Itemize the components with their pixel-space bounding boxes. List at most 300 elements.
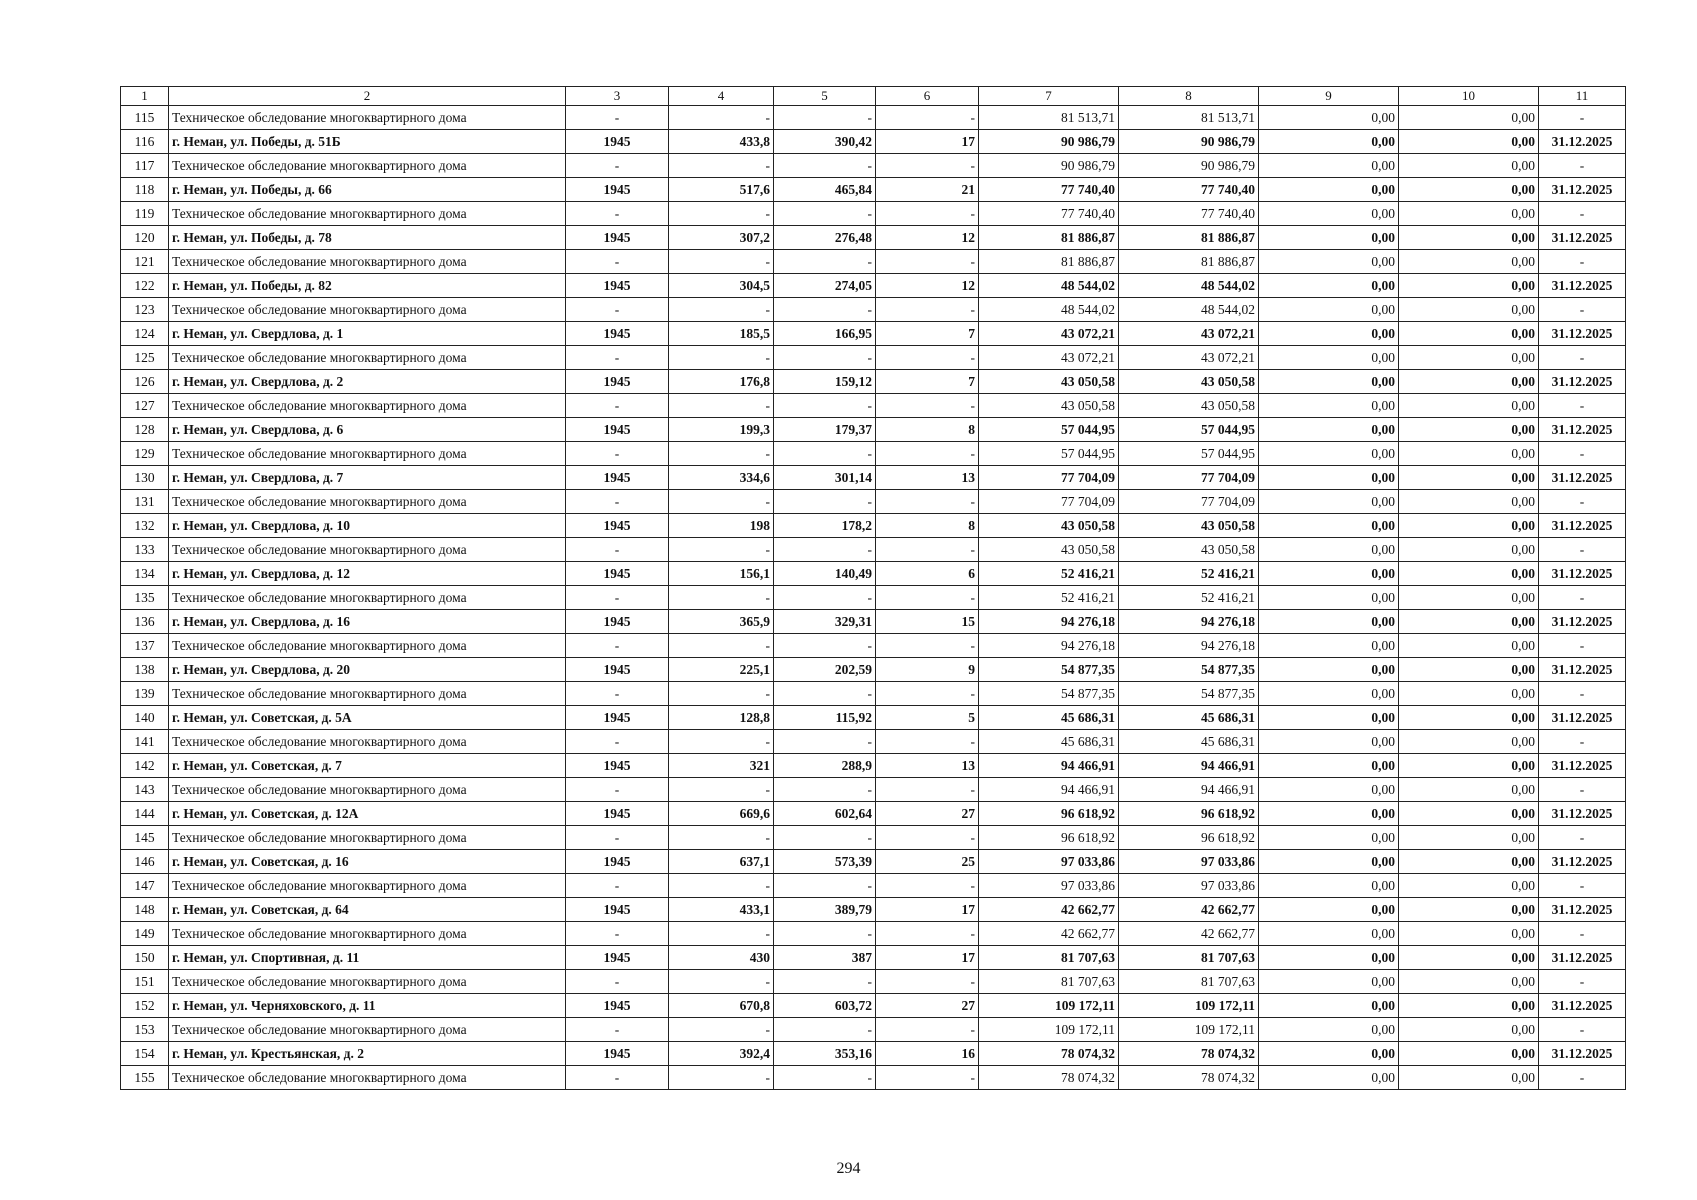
- cost-regional-cell: 54 877,35: [1119, 658, 1259, 682]
- build-year-cell: -: [566, 1066, 669, 1090]
- description-cell: г. Неман, ул. Победы, д. 82: [169, 274, 566, 298]
- residents-cell: -: [876, 106, 979, 130]
- description-cell: Техническое обследование многоквартирного дома: [169, 922, 566, 946]
- area-living-cell: -: [774, 874, 876, 898]
- area-living-cell: -: [774, 970, 876, 994]
- area-total-cell: 321: [669, 754, 774, 778]
- row-number-cell: 123: [121, 298, 169, 322]
- address-row: [121, 562, 1626, 586]
- row-number-cell: 119: [121, 202, 169, 226]
- cost-regional-cell: 96 618,92: [1119, 802, 1259, 826]
- area-living-cell: 179,37: [774, 418, 876, 442]
- cost-regional-cell: 48 544,02: [1119, 274, 1259, 298]
- deadline-cell: 31.12.2025: [1539, 322, 1626, 346]
- work-row: [121, 346, 1626, 370]
- row-number-cell: 136: [121, 610, 169, 634]
- build-year-cell: 1945: [566, 130, 669, 154]
- description-cell: г. Неман, ул. Советская, д. 64: [169, 898, 566, 922]
- deadline-cell: 31.12.2025: [1539, 370, 1626, 394]
- cost-regional-cell: 109 172,11: [1119, 994, 1259, 1018]
- cost-regional-cell: 45 686,31: [1119, 730, 1259, 754]
- area-living-cell: 140,49: [774, 562, 876, 586]
- description-cell: г. Неман, ул. Победы, д. 51Б: [169, 130, 566, 154]
- cost-local-cell: 0,00: [1259, 658, 1399, 682]
- residents-cell: 17: [876, 898, 979, 922]
- cost-local-cell: 0,00: [1259, 466, 1399, 490]
- area-total-cell: 433,8: [669, 130, 774, 154]
- cost-local-cell: 0,00: [1259, 490, 1399, 514]
- description-cell: Техническое обследование многоквартирного дома: [169, 1066, 566, 1090]
- row-number-cell: 152: [121, 994, 169, 1018]
- cost-owners-cell: 0,00: [1399, 778, 1539, 802]
- row-number-cell: 149: [121, 922, 169, 946]
- row-number-cell: 143: [121, 778, 169, 802]
- area-total-cell: -: [669, 490, 774, 514]
- build-year-cell: 1945: [566, 370, 669, 394]
- cost-local-cell: 0,00: [1259, 850, 1399, 874]
- area-living-cell: 573,39: [774, 850, 876, 874]
- deadline-cell: 31.12.2025: [1539, 850, 1626, 874]
- cost-local-cell: 0,00: [1259, 442, 1399, 466]
- page-number: 294: [836, 1160, 861, 1177]
- work-row: [121, 490, 1626, 514]
- area-total-cell: -: [669, 1018, 774, 1042]
- work-row: [121, 586, 1626, 610]
- cost-regional-cell: 77 704,09: [1119, 466, 1259, 490]
- work-row: [121, 778, 1626, 802]
- row-number-cell: 115: [121, 106, 169, 130]
- cost-total-cell: 81 707,63: [979, 970, 1119, 994]
- cost-owners-cell: 0,00: [1399, 658, 1539, 682]
- cost-regional-cell: 97 033,86: [1119, 850, 1259, 874]
- address-row: [121, 658, 1626, 682]
- residents-cell: -: [876, 922, 979, 946]
- description-cell: Техническое обследование многоквартирного дома: [169, 874, 566, 898]
- build-year-cell: 1945: [566, 466, 669, 490]
- residents-cell: 9: [876, 658, 979, 682]
- cost-regional-cell: 54 877,35: [1119, 682, 1259, 706]
- row-number-cell: 129: [121, 442, 169, 466]
- cost-owners-cell: 0,00: [1399, 1066, 1539, 1090]
- deadline-cell: -: [1539, 394, 1626, 418]
- description-cell: Техническое обследование многоквартирного дома: [169, 682, 566, 706]
- residents-cell: 27: [876, 994, 979, 1018]
- residents-cell: 8: [876, 418, 979, 442]
- work-row: [121, 634, 1626, 658]
- description-cell: Техническое обследование многоквартирного дома: [169, 490, 566, 514]
- table-body: [121, 87, 1626, 1090]
- residents-cell: -: [876, 394, 979, 418]
- work-row: [121, 1018, 1626, 1042]
- area-living-cell: 115,92: [774, 706, 876, 730]
- residents-cell: -: [876, 730, 979, 754]
- cost-local-cell: 0,00: [1259, 1042, 1399, 1066]
- cost-owners-cell: 0,00: [1399, 1018, 1539, 1042]
- cost-owners-cell: 0,00: [1399, 946, 1539, 970]
- deadline-cell: 31.12.2025: [1539, 610, 1626, 634]
- column-header: 5: [774, 87, 876, 106]
- cost-owners-cell: 0,00: [1399, 130, 1539, 154]
- area-total-cell: 637,1: [669, 850, 774, 874]
- build-year-cell: -: [566, 394, 669, 418]
- build-year-cell: -: [566, 874, 669, 898]
- build-year-cell: -: [566, 970, 669, 994]
- cost-regional-cell: 43 050,58: [1119, 370, 1259, 394]
- work-row: [121, 682, 1626, 706]
- cost-local-cell: 0,00: [1259, 538, 1399, 562]
- cost-regional-cell: 90 986,79: [1119, 130, 1259, 154]
- cost-regional-cell: 52 416,21: [1119, 586, 1259, 610]
- cost-owners-cell: 0,00: [1399, 826, 1539, 850]
- cost-local-cell: 0,00: [1259, 706, 1399, 730]
- address-row: [121, 418, 1626, 442]
- cost-total-cell: 43 050,58: [979, 538, 1119, 562]
- build-year-cell: 1945: [566, 850, 669, 874]
- cost-regional-cell: 81 707,63: [1119, 946, 1259, 970]
- deadline-cell: -: [1539, 874, 1626, 898]
- area-living-cell: -: [774, 106, 876, 130]
- cost-local-cell: 0,00: [1259, 250, 1399, 274]
- build-year-cell: -: [566, 442, 669, 466]
- area-total-cell: -: [669, 202, 774, 226]
- cost-regional-cell: 94 466,91: [1119, 778, 1259, 802]
- area-total-cell: -: [669, 538, 774, 562]
- cost-total-cell: 54 877,35: [979, 682, 1119, 706]
- area-total-cell: 176,8: [669, 370, 774, 394]
- cost-regional-cell: 52 416,21: [1119, 562, 1259, 586]
- residents-cell: 5: [876, 706, 979, 730]
- cost-local-cell: 0,00: [1259, 178, 1399, 202]
- row-number-cell: 131: [121, 490, 169, 514]
- cost-local-cell: 0,00: [1259, 898, 1399, 922]
- build-year-cell: -: [566, 778, 669, 802]
- cost-local-cell: 0,00: [1259, 274, 1399, 298]
- cost-owners-cell: 0,00: [1399, 730, 1539, 754]
- description-cell: г. Неман, ул. Советская, д. 7: [169, 754, 566, 778]
- work-row: [121, 1066, 1626, 1090]
- area-living-cell: 465,84: [774, 178, 876, 202]
- deadline-cell: 31.12.2025: [1539, 418, 1626, 442]
- cost-local-cell: 0,00: [1259, 682, 1399, 706]
- build-year-cell: -: [566, 682, 669, 706]
- cost-regional-cell: 48 544,02: [1119, 298, 1259, 322]
- address-row: [121, 274, 1626, 298]
- description-cell: Техническое обследование многоквартирного дома: [169, 106, 566, 130]
- cost-regional-cell: 43 050,58: [1119, 514, 1259, 538]
- area-living-cell: 159,12: [774, 370, 876, 394]
- cost-owners-cell: 0,00: [1399, 562, 1539, 586]
- cost-local-cell: 0,00: [1259, 586, 1399, 610]
- description-cell: г. Неман, ул. Советская, д. 16: [169, 850, 566, 874]
- area-total-cell: -: [669, 634, 774, 658]
- cost-total-cell: 77 704,09: [979, 490, 1119, 514]
- row-number-cell: 120: [121, 226, 169, 250]
- work-row: [121, 250, 1626, 274]
- cost-local-cell: 0,00: [1259, 994, 1399, 1018]
- cost-owners-cell: 0,00: [1399, 586, 1539, 610]
- description-cell: Техническое обследование многоквартирного дома: [169, 202, 566, 226]
- build-year-cell: -: [566, 634, 669, 658]
- residents-cell: -: [876, 442, 979, 466]
- cost-total-cell: 94 276,18: [979, 634, 1119, 658]
- area-total-cell: -: [669, 154, 774, 178]
- cost-local-cell: 0,00: [1259, 1018, 1399, 1042]
- column-header: 9: [1259, 87, 1399, 106]
- deadline-cell: 31.12.2025: [1539, 946, 1626, 970]
- description-cell: Техническое обследование многоквартирного дома: [169, 250, 566, 274]
- row-number-cell: 125: [121, 346, 169, 370]
- area-living-cell: 288,9: [774, 754, 876, 778]
- description-cell: Техническое обследование многоквартирного дома: [169, 634, 566, 658]
- cost-owners-cell: 0,00: [1399, 922, 1539, 946]
- work-row: [121, 202, 1626, 226]
- residents-cell: -: [876, 634, 979, 658]
- cost-regional-cell: 94 276,18: [1119, 634, 1259, 658]
- residents-cell: -: [876, 778, 979, 802]
- residents-cell: 8: [876, 514, 979, 538]
- cost-total-cell: 77 740,40: [979, 178, 1119, 202]
- area-living-cell: -: [774, 730, 876, 754]
- cost-total-cell: 57 044,95: [979, 418, 1119, 442]
- cost-regional-cell: 78 074,32: [1119, 1042, 1259, 1066]
- cost-regional-cell: 57 044,95: [1119, 418, 1259, 442]
- row-number-cell: 117: [121, 154, 169, 178]
- residents-cell: -: [876, 970, 979, 994]
- residents-cell: -: [876, 538, 979, 562]
- column-number-row: [121, 87, 1626, 106]
- cost-owners-cell: 0,00: [1399, 346, 1539, 370]
- cost-total-cell: 43 050,58: [979, 514, 1119, 538]
- cost-total-cell: 52 416,21: [979, 586, 1119, 610]
- cost-total-cell: 94 276,18: [979, 610, 1119, 634]
- build-year-cell: 1945: [566, 754, 669, 778]
- residents-cell: 6: [876, 562, 979, 586]
- build-year-cell: -: [566, 586, 669, 610]
- cost-total-cell: 57 044,95: [979, 442, 1119, 466]
- area-living-cell: -: [774, 922, 876, 946]
- work-row: [121, 154, 1626, 178]
- deadline-cell: 31.12.2025: [1539, 226, 1626, 250]
- residents-cell: -: [876, 874, 979, 898]
- cost-local-cell: 0,00: [1259, 634, 1399, 658]
- description-cell: г. Неман, ул. Свердлова, д. 1: [169, 322, 566, 346]
- deadline-cell: 31.12.2025: [1539, 994, 1626, 1018]
- area-total-cell: 365,9: [669, 610, 774, 634]
- area-total-cell: 517,6: [669, 178, 774, 202]
- build-year-cell: 1945: [566, 898, 669, 922]
- cost-regional-cell: 77 740,40: [1119, 202, 1259, 226]
- build-year-cell: -: [566, 202, 669, 226]
- deadline-cell: 31.12.2025: [1539, 1042, 1626, 1066]
- residents-cell: 7: [876, 370, 979, 394]
- address-row: [121, 322, 1626, 346]
- cost-owners-cell: 0,00: [1399, 490, 1539, 514]
- cost-local-cell: 0,00: [1259, 946, 1399, 970]
- row-number-cell: 132: [121, 514, 169, 538]
- column-header: 8: [1119, 87, 1259, 106]
- cost-total-cell: 42 662,77: [979, 898, 1119, 922]
- row-number-cell: 127: [121, 394, 169, 418]
- row-number-cell: 126: [121, 370, 169, 394]
- area-living-cell: -: [774, 778, 876, 802]
- residents-cell: 12: [876, 226, 979, 250]
- build-year-cell: 1945: [566, 274, 669, 298]
- area-living-cell: -: [774, 394, 876, 418]
- residents-cell: 13: [876, 754, 979, 778]
- area-total-cell: -: [669, 970, 774, 994]
- row-number-cell: 153: [121, 1018, 169, 1042]
- cost-owners-cell: 0,00: [1399, 682, 1539, 706]
- area-total-cell: 225,1: [669, 658, 774, 682]
- cost-total-cell: 45 686,31: [979, 730, 1119, 754]
- work-row: [121, 874, 1626, 898]
- cost-total-cell: 94 466,91: [979, 778, 1119, 802]
- cost-regional-cell: 109 172,11: [1119, 1018, 1259, 1042]
- cost-total-cell: 109 172,11: [979, 994, 1119, 1018]
- residents-cell: 21: [876, 178, 979, 202]
- row-number-cell: 139: [121, 682, 169, 706]
- column-header: 1: [121, 87, 169, 106]
- cost-local-cell: 0,00: [1259, 970, 1399, 994]
- work-row: [121, 394, 1626, 418]
- cost-local-cell: 0,00: [1259, 106, 1399, 130]
- build-year-cell: -: [566, 538, 669, 562]
- residents-cell: -: [876, 1066, 979, 1090]
- build-year-cell: 1945: [566, 226, 669, 250]
- area-total-cell: -: [669, 682, 774, 706]
- description-cell: г. Неман, ул. Свердлова, д. 7: [169, 466, 566, 490]
- residents-cell: 27: [876, 802, 979, 826]
- deadline-cell: 31.12.2025: [1539, 466, 1626, 490]
- area-living-cell: -: [774, 346, 876, 370]
- description-cell: г. Неман, ул. Крестьянская, д. 2: [169, 1042, 566, 1066]
- cost-total-cell: 96 618,92: [979, 826, 1119, 850]
- cost-regional-cell: 97 033,86: [1119, 874, 1259, 898]
- cost-total-cell: 97 033,86: [979, 874, 1119, 898]
- area-living-cell: -: [774, 298, 876, 322]
- deadline-cell: 31.12.2025: [1539, 754, 1626, 778]
- row-number-cell: 118: [121, 178, 169, 202]
- cost-total-cell: 45 686,31: [979, 706, 1119, 730]
- cost-local-cell: 0,00: [1259, 562, 1399, 586]
- residents-cell: -: [876, 586, 979, 610]
- cost-total-cell: 78 074,32: [979, 1066, 1119, 1090]
- description-cell: Техническое обследование многоквартирного дома: [169, 154, 566, 178]
- deadline-cell: 31.12.2025: [1539, 658, 1626, 682]
- deadline-cell: 31.12.2025: [1539, 130, 1626, 154]
- cost-local-cell: 0,00: [1259, 514, 1399, 538]
- cost-local-cell: 0,00: [1259, 346, 1399, 370]
- cost-local-cell: 0,00: [1259, 370, 1399, 394]
- cost-owners-cell: 0,00: [1399, 754, 1539, 778]
- area-living-cell: -: [774, 490, 876, 514]
- cost-regional-cell: 96 618,92: [1119, 826, 1259, 850]
- cost-regional-cell: 81 886,87: [1119, 250, 1259, 274]
- residents-cell: -: [876, 202, 979, 226]
- area-living-cell: -: [774, 1018, 876, 1042]
- cost-owners-cell: 0,00: [1399, 850, 1539, 874]
- residents-cell: 7: [876, 322, 979, 346]
- row-number-cell: 128: [121, 418, 169, 442]
- area-living-cell: 274,05: [774, 274, 876, 298]
- area-total-cell: -: [669, 106, 774, 130]
- cost-owners-cell: 0,00: [1399, 1042, 1539, 1066]
- cost-local-cell: 0,00: [1259, 418, 1399, 442]
- cost-owners-cell: 0,00: [1399, 154, 1539, 178]
- row-number-cell: 140: [121, 706, 169, 730]
- area-living-cell: -: [774, 442, 876, 466]
- cost-owners-cell: 0,00: [1399, 226, 1539, 250]
- deadline-cell: 31.12.2025: [1539, 898, 1626, 922]
- address-row: [121, 850, 1626, 874]
- column-header: 11: [1539, 87, 1626, 106]
- description-cell: г. Неман, ул. Свердлова, д. 10: [169, 514, 566, 538]
- row-number-cell: 137: [121, 634, 169, 658]
- description-cell: Техническое обследование многоквартирного дома: [169, 970, 566, 994]
- area-total-cell: -: [669, 922, 774, 946]
- build-year-cell: 1945: [566, 658, 669, 682]
- description-cell: г. Неман, ул. Свердлова, д. 6: [169, 418, 566, 442]
- area-living-cell: 166,95: [774, 322, 876, 346]
- deadline-cell: 31.12.2025: [1539, 706, 1626, 730]
- row-number-cell: 116: [121, 130, 169, 154]
- description-cell: г. Неман, ул. Свердлова, д. 16: [169, 610, 566, 634]
- cost-owners-cell: 0,00: [1399, 370, 1539, 394]
- cost-local-cell: 0,00: [1259, 394, 1399, 418]
- deadline-cell: -: [1539, 346, 1626, 370]
- cost-total-cell: 81 707,63: [979, 946, 1119, 970]
- build-year-cell: 1945: [566, 1042, 669, 1066]
- cost-owners-cell: 0,00: [1399, 898, 1539, 922]
- address-row: [121, 898, 1626, 922]
- build-year-cell: -: [566, 346, 669, 370]
- cost-total-cell: 78 074,32: [979, 1042, 1119, 1066]
- row-number-cell: 121: [121, 250, 169, 274]
- cost-local-cell: 0,00: [1259, 922, 1399, 946]
- cost-owners-cell: 0,00: [1399, 970, 1539, 994]
- document-sheet: [120, 86, 1625, 1090]
- row-number-cell: 134: [121, 562, 169, 586]
- area-living-cell: 389,79: [774, 898, 876, 922]
- residents-cell: 12: [876, 274, 979, 298]
- deadline-cell: -: [1539, 778, 1626, 802]
- cost-owners-cell: 0,00: [1399, 994, 1539, 1018]
- cost-local-cell: 0,00: [1259, 298, 1399, 322]
- data-table: [120, 86, 1626, 1090]
- deadline-cell: -: [1539, 490, 1626, 514]
- deadline-cell: -: [1539, 634, 1626, 658]
- area-total-cell: 669,6: [669, 802, 774, 826]
- area-living-cell: -: [774, 250, 876, 274]
- address-row: [121, 466, 1626, 490]
- deadline-cell: -: [1539, 1066, 1626, 1090]
- deadline-cell: -: [1539, 154, 1626, 178]
- address-row: [121, 994, 1626, 1018]
- address-row: [121, 1042, 1626, 1066]
- cost-total-cell: 97 033,86: [979, 850, 1119, 874]
- description-cell: Техническое обследование многоквартирного дома: [169, 394, 566, 418]
- area-living-cell: -: [774, 634, 876, 658]
- cost-local-cell: 0,00: [1259, 154, 1399, 178]
- column-header: 4: [669, 87, 774, 106]
- area-total-cell: 128,8: [669, 706, 774, 730]
- residents-cell: 17: [876, 946, 979, 970]
- cost-owners-cell: 0,00: [1399, 874, 1539, 898]
- row-number-cell: 155: [121, 1066, 169, 1090]
- build-year-cell: 1945: [566, 706, 669, 730]
- deadline-cell: 31.12.2025: [1539, 562, 1626, 586]
- build-year-cell: 1945: [566, 946, 669, 970]
